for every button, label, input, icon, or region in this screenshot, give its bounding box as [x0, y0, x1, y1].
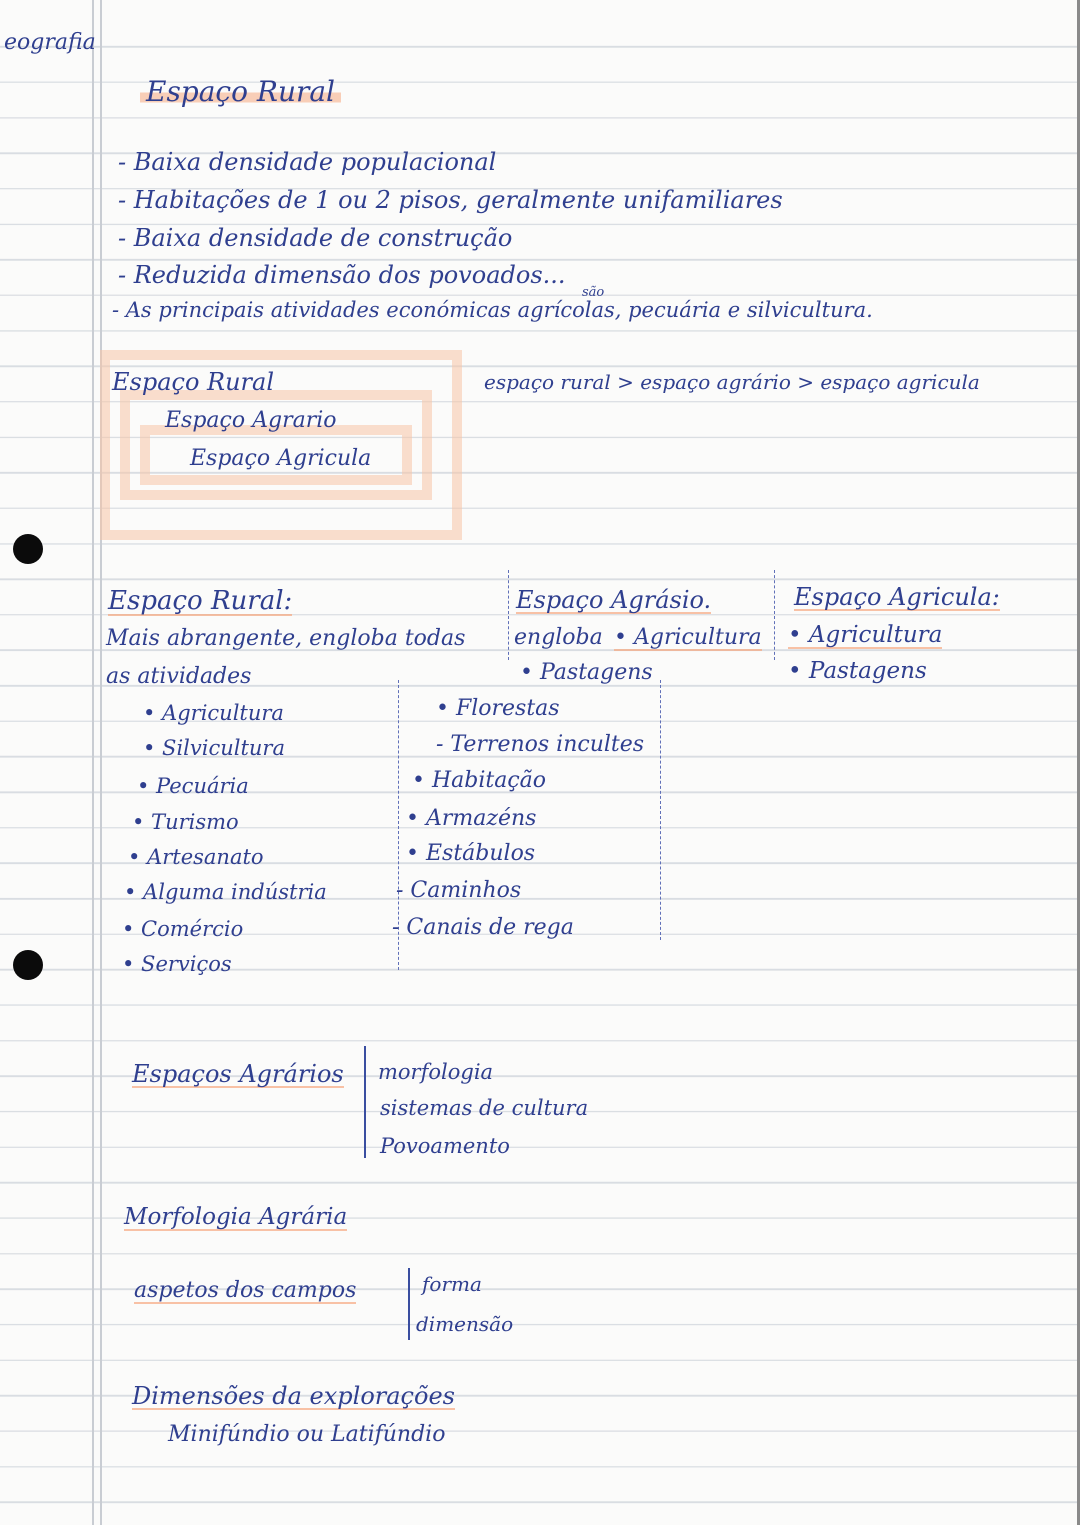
rural-item: • Alguma indústria	[124, 880, 327, 904]
dimensoes-text: Minifúndio ou Latifúndio	[168, 1422, 446, 1447]
agrario-item: - Canais de rega	[392, 915, 574, 940]
rural-item: • Turismo	[132, 810, 239, 834]
agrario-item: • Pastagens	[520, 660, 653, 685]
rural-heading: Espaço Rural:	[108, 586, 293, 616]
agricola-item: • Pastagens	[788, 658, 927, 684]
bullet-item: - Baixa densidade de construção	[118, 224, 513, 252]
agrario-item: - Terrenos incultes	[436, 732, 645, 757]
agrario-item: • Habitação	[412, 768, 547, 793]
agrario-item: • Armazéns	[406, 806, 537, 831]
bullet-item: - As principais atividades económicas agrícolas, pecuária e silvicultura.	[112, 298, 873, 322]
margin-line	[100, 0, 102, 1525]
morfologia-heading: Morfologia Agrária	[124, 1204, 348, 1230]
bullet-item: - Reduzida dimensão dos povoados...	[118, 261, 566, 289]
espacos-agrarios-label: Espaços Agrários	[132, 1060, 344, 1088]
agricola-item: • Agricultura	[788, 622, 943, 648]
agrario-item: - Caminhos	[396, 878, 522, 903]
margin-line	[92, 0, 94, 1525]
binder-hole	[13, 950, 43, 980]
nested-middle-label: Espaço Agrario	[165, 408, 337, 433]
morfologia-item: forma	[422, 1272, 482, 1296]
agrario-item: • Estábulos	[406, 841, 536, 866]
agrario-engloba: engloba	[514, 625, 603, 650]
rural-item: • Serviços	[122, 952, 232, 976]
agrario-heading: Espaço Agrásio.	[516, 586, 712, 614]
agricola-heading: Espaço Agricula:	[794, 583, 1000, 611]
agrario-item: • Agricultura	[614, 625, 762, 650]
column-divider	[508, 570, 509, 660]
bracket-line	[364, 1046, 366, 1158]
column-divider	[660, 680, 661, 940]
binder-hole	[13, 534, 43, 564]
header-fragment: eografia	[4, 30, 96, 55]
morfologia-item: dimensão	[416, 1312, 514, 1336]
rural-item: • Silvicultura	[143, 736, 285, 760]
agrario-item: • Florestas	[436, 696, 560, 721]
espacos-agrarios-item: Povoamento	[380, 1134, 510, 1158]
bullet-item: - Habitações de 1 ou 2 pisos, geralmente unifamiliares	[118, 186, 783, 214]
rural-desc: Mais abrangente, engloba todas	[106, 626, 466, 651]
bracket-line	[408, 1268, 410, 1340]
bullet-item: - Baixa densidade populacional	[118, 148, 497, 176]
espacos-agrarios-item: morfologia	[378, 1060, 494, 1084]
nested-relation: espaço rural > espaço agrário > espaço agricula	[484, 370, 980, 394]
nested-inner-label: Espaço Agricula	[190, 446, 372, 471]
espacos-agrarios-item: sistemas de cultura	[380, 1096, 589, 1120]
rural-item: • Pecuária	[137, 774, 249, 798]
rural-desc: as atividades	[106, 664, 252, 689]
page-title: Espaço Rural	[140, 78, 341, 106]
rural-item: • Agricultura	[143, 701, 284, 725]
morfologia-label: aspetos dos campos	[134, 1278, 357, 1303]
column-divider	[774, 570, 775, 660]
rural-item: • Artesanato	[128, 845, 264, 869]
nested-outer-label: Espaço Rural	[112, 368, 275, 396]
dimensoes-heading: Dimensões da explorações	[132, 1382, 455, 1410]
bullet-insert: são	[582, 285, 605, 300]
rural-item: • Comércio	[122, 917, 244, 941]
